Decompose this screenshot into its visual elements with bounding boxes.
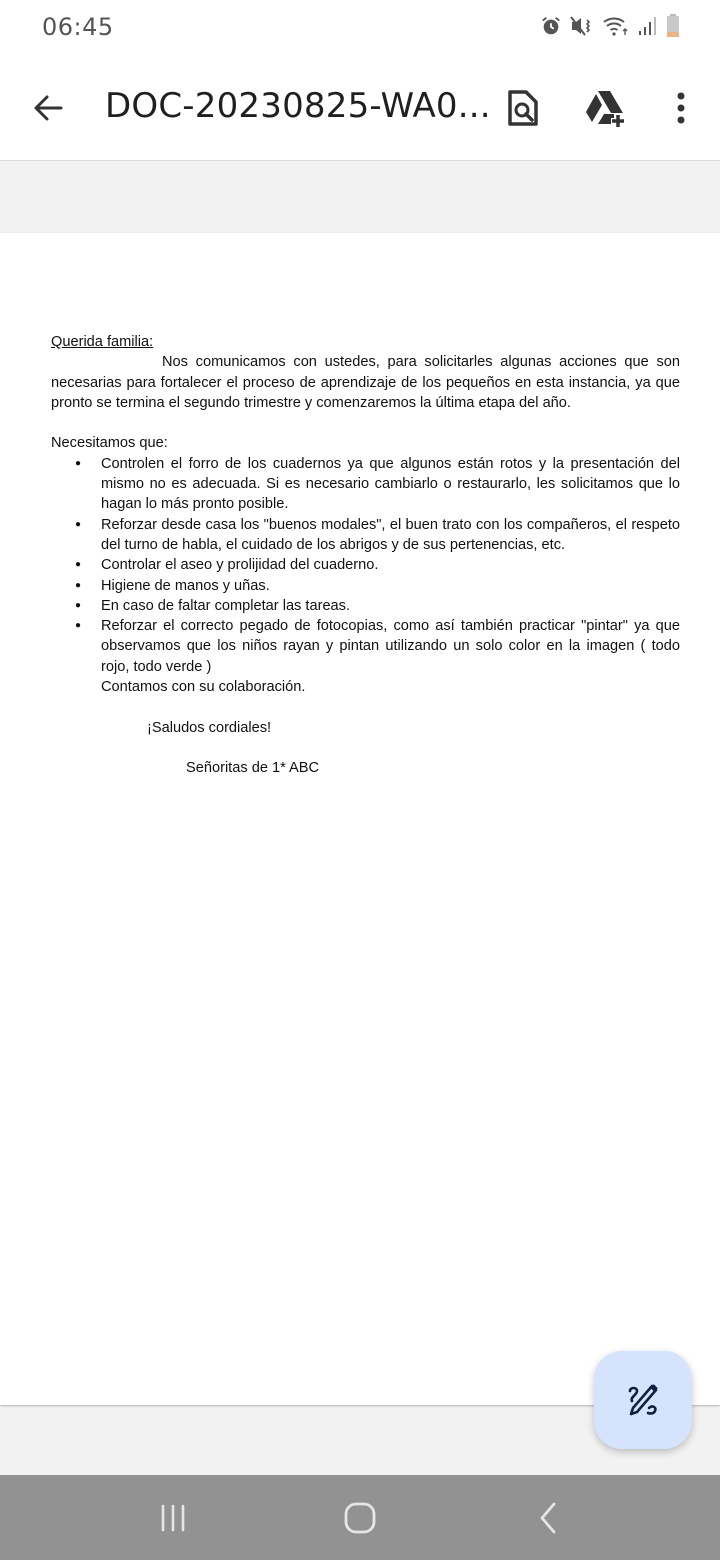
- alarm-icon: [540, 15, 562, 37]
- arrow-back-icon: [28, 88, 68, 128]
- home-icon: [343, 1501, 377, 1535]
- status-bar: [0, 0, 720, 56]
- find-in-document-button[interactable]: [501, 86, 545, 130]
- greeting: Querida familia:: [51, 334, 154, 350]
- list-item: ● Controlar el aseo y prolijidad del cuaderno.: [51, 555, 680, 575]
- more-vert-icon: [675, 90, 687, 126]
- list-item: ● Reforzar el correcto pegado de fotocopias, como así también practicar "pintar" ya que observamos que los niños rayan y pintan utilizando un solo color en la imagen ( todo rojo, todo verde ): [51, 616, 680, 677]
- status-time: 06:45: [42, 13, 114, 41]
- edit-annotate-icon: [625, 1382, 661, 1418]
- document-search-icon: [506, 88, 540, 128]
- intro-paragraph: Nos comunicamos con ustedes, para solicitarles algunas acciones que son necesarias para fortalecer el proceso de aprendizaje de los pequeños en esta instancia, ya que pronto se termina el segundo trimestre y comenzaremos la última etapa del año.: [51, 354, 680, 411]
- document-page[interactable]: [0, 233, 720, 1405]
- mute-vibrate-icon: [570, 15, 594, 37]
- recent-apps-button[interactable]: [143, 1495, 203, 1541]
- system-nav-bar: [0, 1475, 720, 1560]
- annotate-button[interactable]: [594, 1351, 692, 1449]
- home-button[interactable]: [330, 1495, 390, 1541]
- list-item: ● Controlen el forro de los cuadernos ya que algunos están rotos y la presentación del mismo no es adecuada. Si es necesario cambiarlo o restaurarlo, les solicitamos que lo hagan lo más pronto posible.: [51, 454, 680, 515]
- list-item: ● Reforzar desde casa los "buenos modales", el buen trato con los compañeros, el respeto del turno de habla, el cuidado de los abrigos y de sus pertenencias, etc.: [51, 515, 680, 556]
- needs-heading: Necesitamos que:: [51, 435, 168, 452]
- back-button[interactable]: [28, 88, 68, 128]
- salutation: ¡Saludos cordiales!: [147, 719, 272, 736]
- list-item: ● Higiene de manos y uñas.: [51, 576, 680, 596]
- document-content: [51, 332, 680, 779]
- signature: Señoritas de 1* ABC: [186, 760, 320, 777]
- drive-add-icon: [584, 88, 628, 128]
- save-to-drive-button[interactable]: [584, 86, 628, 130]
- app-bar: [0, 56, 720, 161]
- wifi-icon: [602, 15, 630, 37]
- document-title: DOC-20230825-WA0...: [105, 86, 491, 126]
- chevron-left-icon: [536, 1501, 560, 1535]
- viewer-background: [0, 162, 720, 233]
- more-options-button[interactable]: [659, 86, 703, 130]
- nav-back-button[interactable]: [518, 1495, 578, 1541]
- battery-low-icon: [666, 14, 680, 38]
- signal-icon: [638, 15, 658, 37]
- status-icons: [540, 14, 680, 38]
- list-item: ● En caso de faltar completar las tareas.: [51, 596, 680, 616]
- closing-line: Contamos con su colaboración.: [101, 679, 306, 696]
- requests-list: [51, 454, 680, 677]
- recent-apps-icon: [158, 1503, 188, 1533]
